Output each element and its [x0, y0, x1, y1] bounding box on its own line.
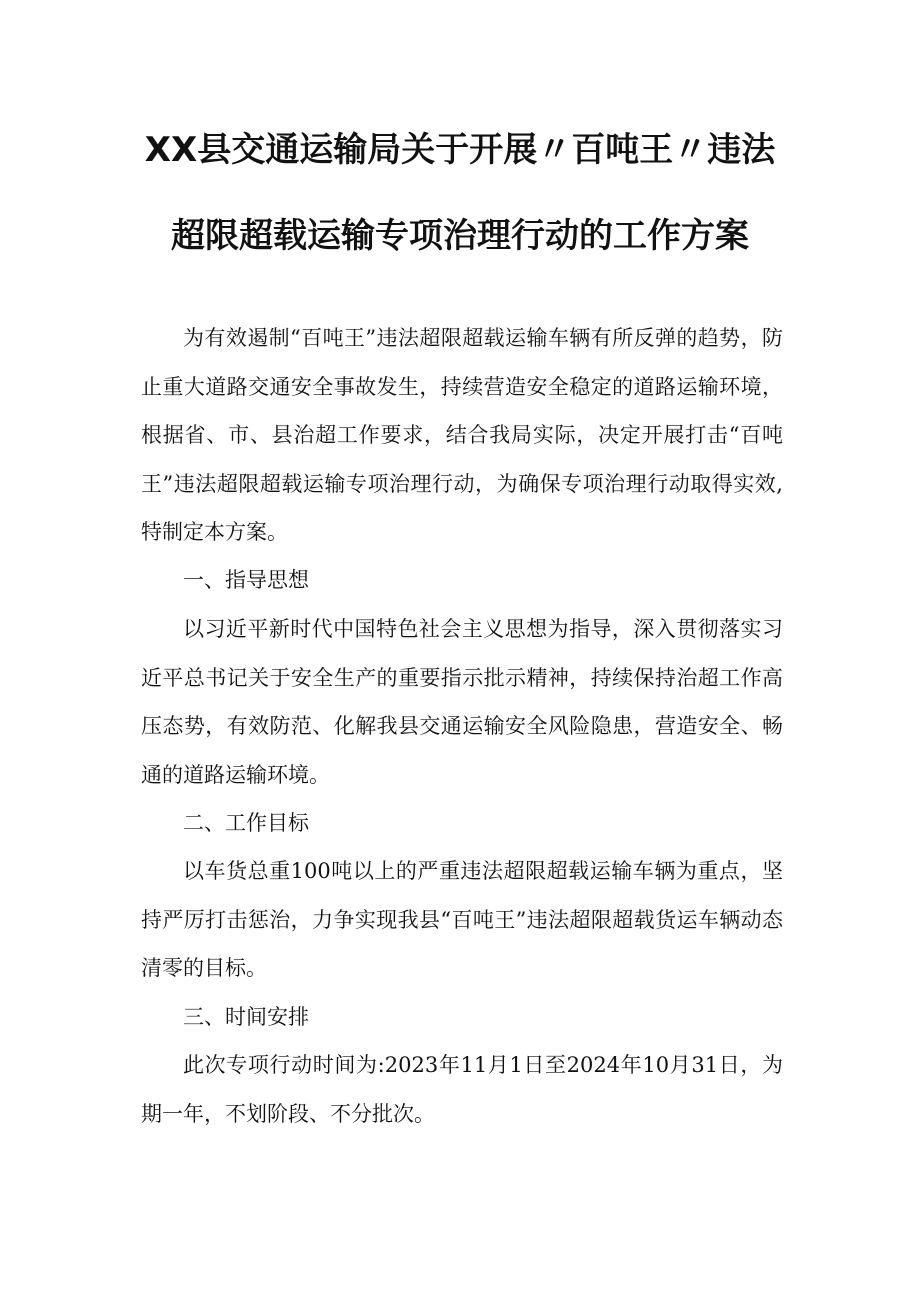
document-title-line-1: XX县交通运输局关于开展〃百吨王〃违法	[144, 130, 776, 170]
section-heading-work-goals: 二、工作目标	[183, 811, 309, 835]
section-body-work-goals: 以车货总重100吨以上的严重违法超限超载运输车辆为重点，坚持严厉打击惩治，力争实现我县“百吨王”违法超限超载货运车辆动态清零的目标。	[141, 859, 783, 980]
intro-paragraph: 为有效遏制“百吨王”违法超限超载运输车辆有所反弹的趋势，防止重大道路交通安全事故发生，持续营造安全稳定的道路运输环境，根据省、市、县治超工作要求，结合我局实际，决定开展打击“百吨王”违法超限超载运输专项治理行动，为确保专项治理行动取得实效,特制定本方案。	[141, 326, 783, 544]
section-body-schedule: 此次专项行动时间为:2023年11月1日至2024年10月31日，为期一年，不划阶段、不分批次。	[141, 1053, 783, 1126]
section-body-guiding-ideology: 以习近平新时代中国特色社会主义思想为指导，深入贯彻落实习近平总书记关于安全生产的重要指示批示精神，持续保持治超工作高压态势，有效防范、化解我县交通运输安全风险隐患，营造安全、畅通的道路运输环境。	[141, 617, 783, 787]
section-heading-schedule: 三、时间安排	[183, 1005, 309, 1029]
section-heading-guiding-ideology: 一、指导思想	[183, 568, 309, 592]
document-title-line-2: 超限超载运输专项治理行动的工作方案	[171, 216, 749, 256]
